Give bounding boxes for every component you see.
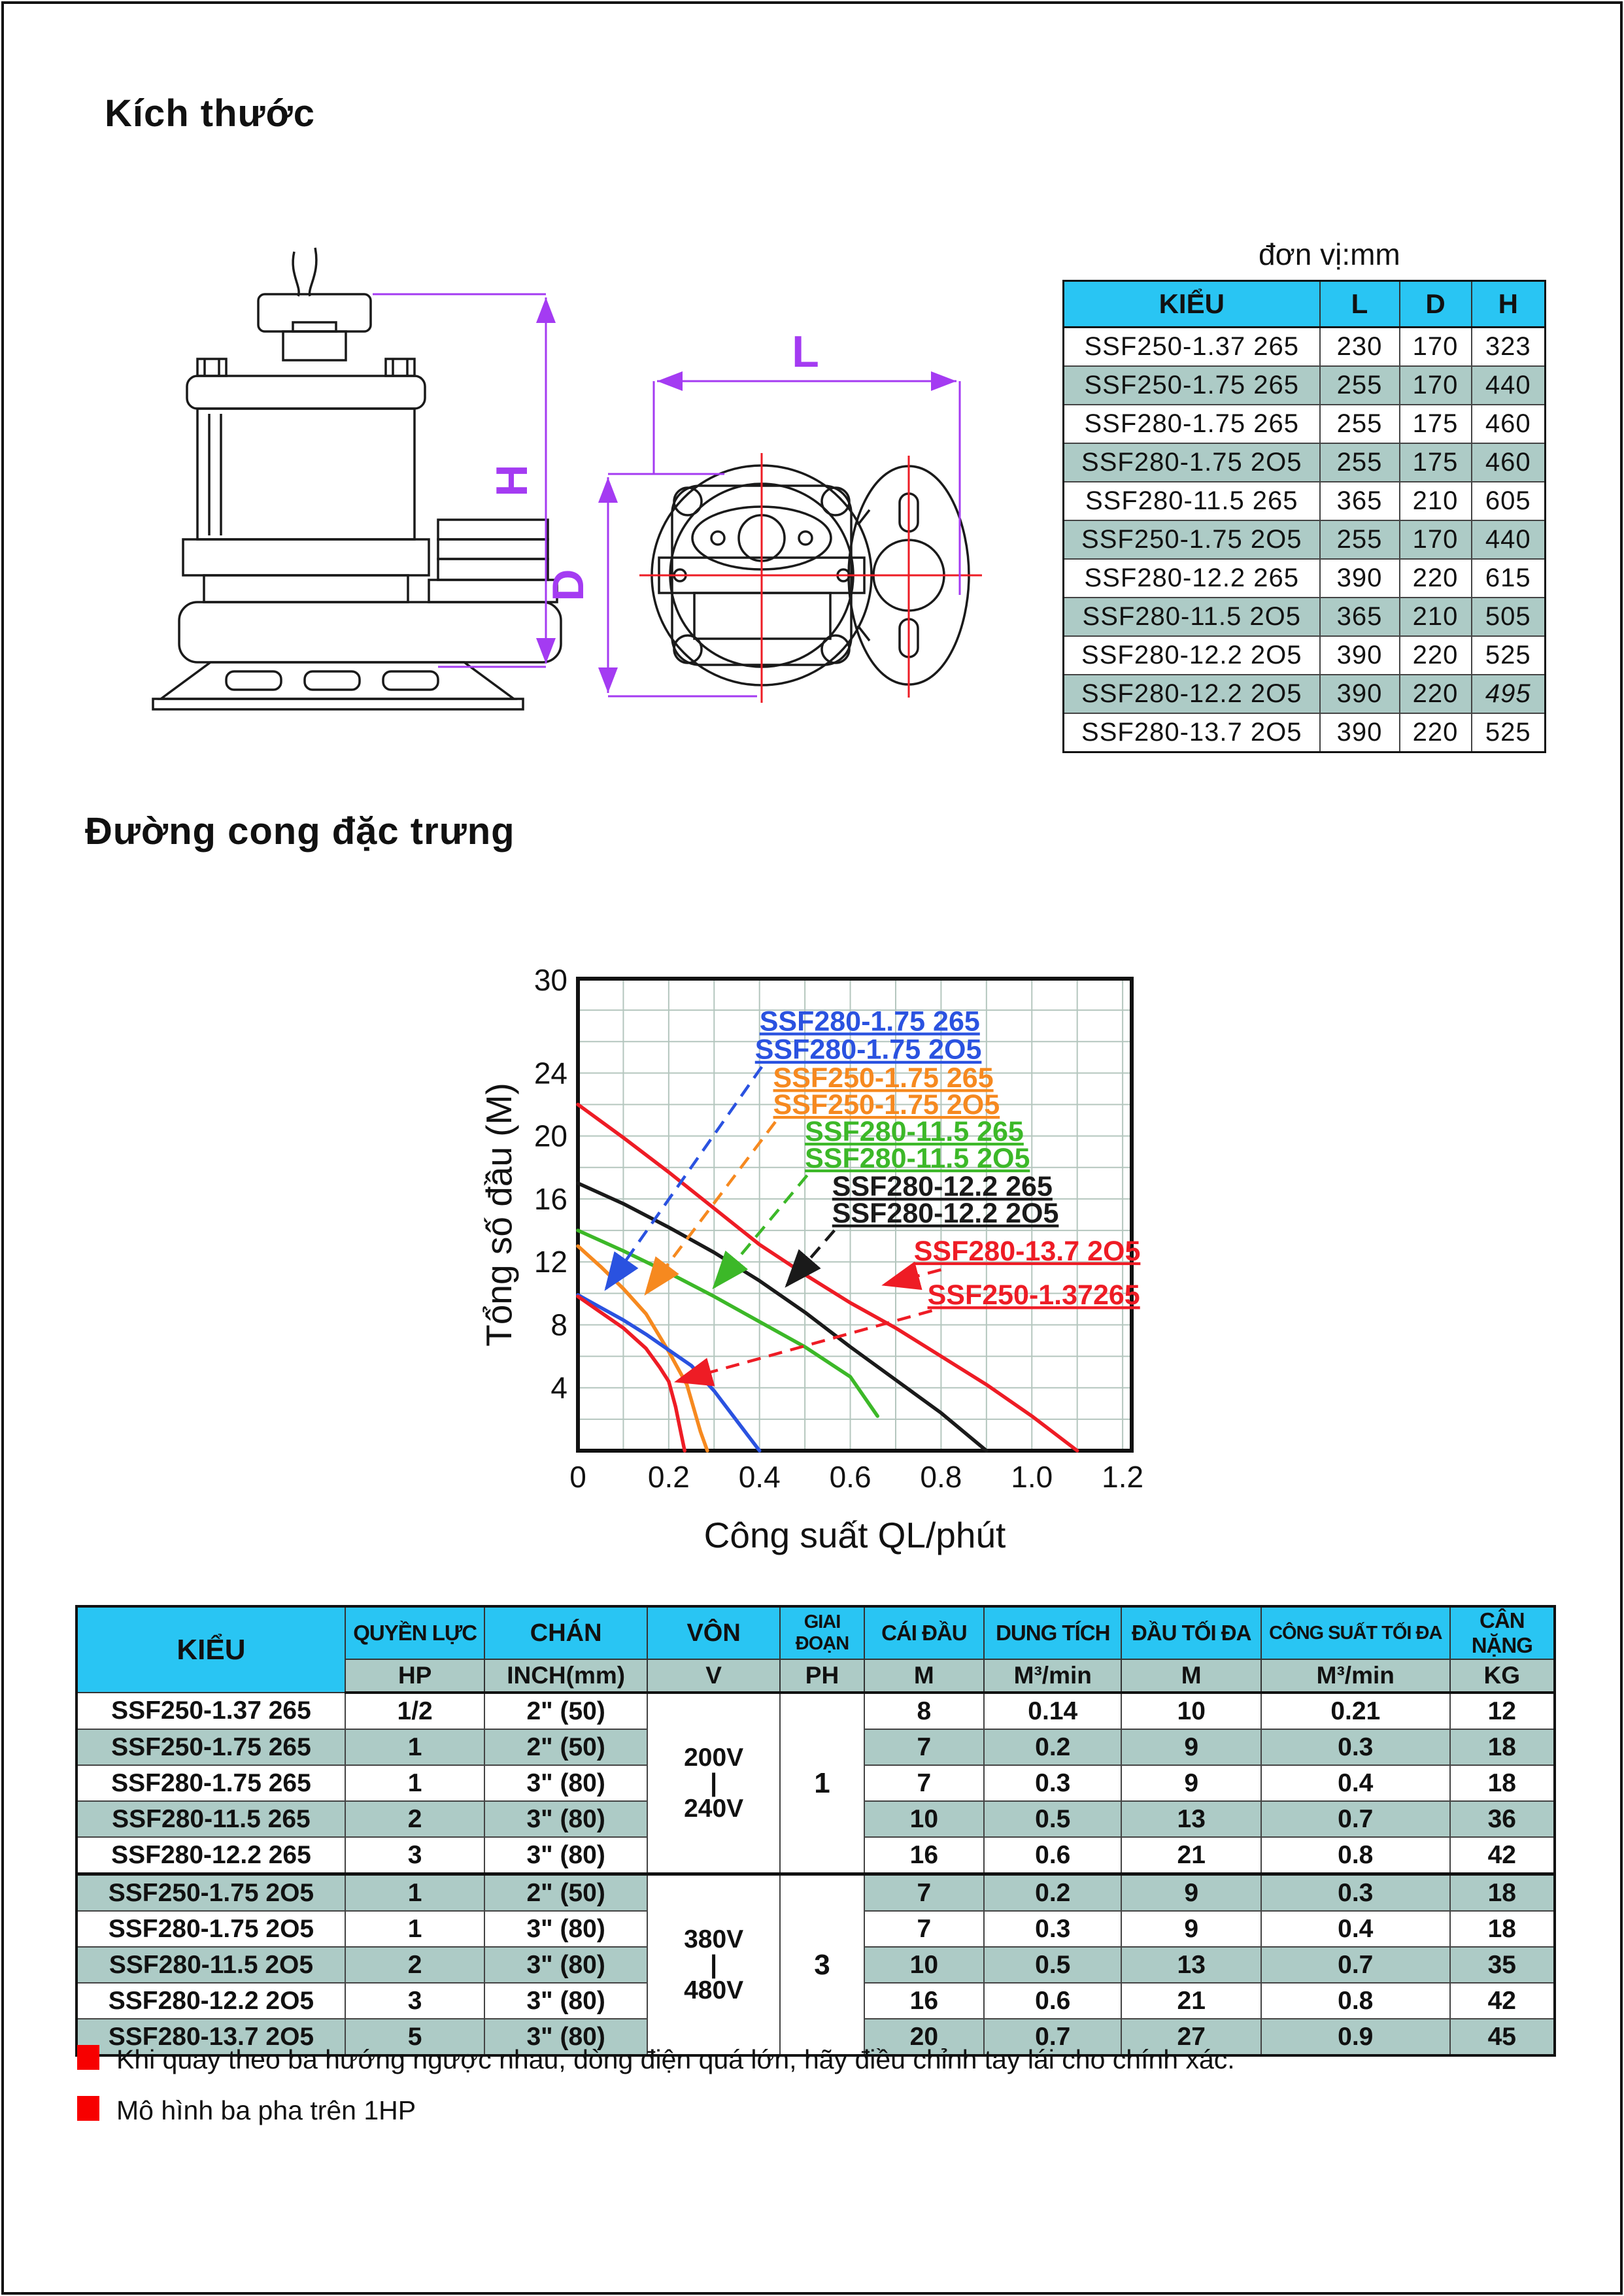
legend-leader	[714, 1175, 807, 1287]
col-header-h: H	[1472, 281, 1546, 328]
max-head-cell: 10	[1121, 1693, 1260, 1729]
x-axis-label: Công suất QL/phút	[703, 1515, 1006, 1555]
hp-cell: 3	[345, 1837, 484, 1874]
model-cell: SSF280-1.75 265	[1064, 405, 1320, 443]
model-cell: SSF250-1.75 265	[1064, 366, 1320, 405]
table-row	[76, 1693, 1555, 1729]
model-cell: SSF280-13.7 2O5	[76, 2019, 345, 2055]
dimension-drawing	[98, 245, 987, 742]
note-bullet-icon	[77, 2096, 99, 2121]
outlet-cell: 3" (80)	[484, 2019, 647, 2055]
head-cell: 7	[864, 1729, 984, 1765]
value-cell: 210	[1400, 598, 1472, 636]
value-cell: 170	[1400, 366, 1472, 405]
value-cell: 365	[1320, 482, 1400, 520]
unit-m1: M	[864, 1659, 984, 1693]
col-header-max-head: ĐẦU TỐI ĐA	[1121, 1606, 1260, 1659]
hp-cell: 1	[345, 1874, 484, 1912]
max-head-cell: 21	[1121, 1983, 1260, 2019]
model-cell: SSF250-1.37 265	[76, 1693, 345, 1729]
value-cell: 175	[1400, 405, 1472, 443]
model-cell: SSF280-1.75 2O5	[1064, 443, 1320, 482]
head-cell: 7	[864, 1874, 984, 1912]
capacity-cell: 0.6	[984, 1837, 1121, 1874]
dimension-lines	[373, 294, 960, 696]
model-cell: SSF280-11.5 265	[1064, 482, 1320, 520]
table-row	[1064, 405, 1546, 443]
max-capacity-cell: 0.9	[1261, 2019, 1450, 2055]
section-title-curves: Đường cong đặc trưng	[85, 810, 515, 853]
x-tick-label: 1.0	[1011, 1460, 1053, 1494]
note-2	[77, 2096, 416, 2124]
hp-cell: 3	[345, 1983, 484, 2019]
outlet-cell: 3" (80)	[484, 1837, 647, 1874]
value-cell: 255	[1320, 366, 1400, 405]
value-cell: 255	[1320, 443, 1400, 482]
table-row	[1064, 520, 1546, 559]
value-cell: 170	[1400, 328, 1472, 367]
weight-cell: 18	[1450, 1874, 1555, 1912]
head-cell: 10	[864, 1801, 984, 1837]
dim-label-h: H	[487, 464, 537, 497]
capacity-cell: 0.3	[984, 1911, 1121, 1947]
capacity-cell: 0.14	[984, 1693, 1121, 1729]
col-header-d: D	[1400, 281, 1472, 328]
max-capacity-cell: 0.7	[1261, 1947, 1450, 1983]
col-header-l: L	[1320, 281, 1400, 328]
voltage-cell: 200V | 240V	[647, 1693, 780, 1874]
dim-table-body	[1064, 328, 1546, 752]
curve	[578, 1246, 707, 1451]
model-cell: SSF250-1.75 2O5	[76, 1874, 345, 1912]
max-head-cell: 9	[1121, 1729, 1260, 1765]
value-cell: 605	[1472, 482, 1546, 520]
col-header-model: KIỂU	[76, 1606, 345, 1693]
y-tick-label: 20	[533, 1119, 567, 1153]
max-head-cell: 9	[1121, 1874, 1260, 1912]
unit-ph: PH	[780, 1659, 864, 1693]
y-tick-label: 8	[550, 1308, 567, 1342]
model-cell: SSF280-12.2 265	[76, 1837, 345, 1874]
capacity-cell: 0.3	[984, 1765, 1121, 1801]
weight-cell: 45	[1450, 2019, 1555, 2055]
max-head-cell: 21	[1121, 1837, 1260, 1874]
legend-label: SSF250-1.37265	[927, 1279, 1140, 1311]
col-header-voltage: VÔN	[647, 1606, 780, 1659]
y-tick-label: 16	[533, 1181, 567, 1216]
unit-m3min2: M³/min	[1261, 1659, 1450, 1693]
max-capacity-cell: 0.8	[1261, 1983, 1450, 2019]
head-cell: 7	[864, 1911, 984, 1947]
capacity-cell: 0.6	[984, 1983, 1121, 2019]
unit-m2: M	[1121, 1659, 1260, 1693]
table-row	[1064, 482, 1546, 520]
head-cell: 10	[864, 1947, 984, 1983]
hp-cell: 2	[345, 1801, 484, 1837]
weight-cell: 36	[1450, 1801, 1555, 1837]
max-capacity-cell: 0.21	[1261, 1693, 1450, 1729]
dim-label-d: D	[543, 569, 593, 601]
legend-label: SSF280-13.7 2O5	[913, 1235, 1141, 1267]
hp-cell: 1	[345, 1729, 484, 1765]
y-tick-label: 4	[550, 1370, 567, 1405]
capacity-cell: 0.5	[984, 1801, 1121, 1837]
weight-cell: 18	[1450, 1765, 1555, 1801]
dim-table-header-row	[1064, 281, 1546, 328]
legend-leader	[606, 1067, 762, 1289]
value-cell: 220	[1400, 713, 1472, 752]
head-cell: 16	[864, 1837, 984, 1874]
model-cell: SSF250-1.37 265	[1064, 328, 1320, 367]
capacity-cell: 0.2	[984, 1874, 1121, 1912]
spec-header-row-1	[76, 1606, 1555, 1659]
table-row	[1064, 675, 1546, 713]
capacity-cell: 0.2	[984, 1729, 1121, 1765]
max-capacity-cell: 0.7	[1261, 1801, 1450, 1837]
table-row	[1064, 559, 1546, 598]
value-cell: 440	[1472, 366, 1546, 405]
model-cell: SSF280-12.2 2O5	[1064, 636, 1320, 675]
table-row	[1064, 443, 1546, 482]
head-cell: 8	[864, 1693, 984, 1729]
value-cell: 230	[1320, 328, 1400, 367]
max-head-cell: 27	[1121, 2019, 1260, 2055]
y-axis-label: Tổng số đầu (M)	[479, 1083, 519, 1347]
max-head-cell: 9	[1121, 1911, 1260, 1947]
model-cell: SSF280-13.7 2O5	[1064, 713, 1320, 752]
col-header-power: QUYỀN LỰC	[345, 1606, 484, 1659]
model-cell: SSF280-12.2 2O5	[1064, 675, 1320, 713]
voltage-cell: 380V | 480V	[647, 1874, 780, 2056]
outlet-cell: 3" (80)	[484, 1947, 647, 1983]
unit-v: V	[647, 1659, 780, 1693]
model-cell: SSF250-1.75 265	[76, 1729, 345, 1765]
table-row	[76, 1874, 1555, 1912]
x-tick-label: 0.4	[738, 1460, 781, 1494]
model-cell: SSF280-11.5 2O5	[1064, 598, 1320, 636]
table-row	[1064, 328, 1546, 367]
value-cell: 220	[1400, 559, 1472, 598]
max-capacity-cell: 0.4	[1261, 1765, 1450, 1801]
weight-cell: 18	[1450, 1911, 1555, 1947]
weight-cell: 42	[1450, 1983, 1555, 2019]
unit-hp: HP	[345, 1659, 484, 1693]
weight-cell: 18	[1450, 1729, 1555, 1765]
outlet-cell: 3" (80)	[484, 1765, 647, 1801]
value-cell: 210	[1400, 482, 1472, 520]
max-capacity-cell: 0.4	[1261, 1911, 1450, 1947]
col-header-weight: CÂN NẶNG	[1450, 1606, 1555, 1659]
spec-table	[75, 1605, 1556, 2057]
unit-inch: INCH(mm)	[484, 1659, 647, 1693]
head-cell: 16	[864, 1983, 984, 2019]
value-cell: 365	[1320, 598, 1400, 636]
x-tick-label: 1.2	[1102, 1460, 1144, 1494]
value-cell: 460	[1472, 443, 1546, 482]
x-tick-label: 0.2	[647, 1460, 690, 1494]
col-header-outlet: CHÁN	[484, 1606, 647, 1659]
model-cell: SSF280-12.2 2O5	[76, 1983, 345, 2019]
legend-label: SSF280-1.75 265	[759, 1005, 980, 1038]
value-cell: 495	[1472, 675, 1546, 713]
x-tick-label: 0	[569, 1460, 586, 1494]
table-row	[1064, 366, 1546, 405]
head-cell: 7	[864, 1765, 984, 1801]
model-cell: SSF250-1.75 2O5	[1064, 520, 1320, 559]
max-capacity-cell: 0.3	[1261, 1729, 1450, 1765]
legend-label: SSF280-11.5 265	[805, 1115, 1024, 1147]
spec-table-body	[76, 1693, 1555, 2055]
value-cell: 170	[1400, 520, 1472, 559]
table-row	[1064, 598, 1546, 636]
table-row	[1064, 713, 1546, 752]
legend-label: SSF280-1.75 2O5	[754, 1034, 982, 1066]
max-capacity-cell: 0.3	[1261, 1874, 1450, 1912]
head-cell: 20	[864, 2019, 984, 2055]
note-bullet-icon	[77, 2045, 99, 2070]
phase-cell: 1	[780, 1693, 864, 1874]
model-cell: SSF280-1.75 2O5	[76, 1911, 345, 1947]
value-cell: 220	[1400, 675, 1472, 713]
dim-label-l: L	[792, 327, 819, 377]
hp-cell: 5	[345, 2019, 484, 2055]
performance-chart	[451, 902, 1210, 1562]
outlet-cell: 3" (80)	[484, 1911, 647, 1947]
model-cell: SSF280-11.5 265	[76, 1801, 345, 1837]
col-header-phase: GIAI ĐOẠN	[780, 1606, 864, 1659]
x-tick-label: 0.6	[829, 1460, 871, 1494]
value-cell: 525	[1472, 713, 1546, 752]
outlet-cell: 3" (80)	[484, 1801, 647, 1837]
max-head-cell: 9	[1121, 1765, 1260, 1801]
dimensions-table	[1062, 280, 1546, 753]
value-cell: 390	[1320, 713, 1400, 752]
capacity-cell: 0.5	[984, 1947, 1121, 1983]
legend-label: SSF250-1.75 2O5	[773, 1089, 1000, 1121]
value-cell: 460	[1472, 405, 1546, 443]
y-tick-label: 24	[533, 1056, 567, 1090]
value-cell: 505	[1472, 598, 1546, 636]
hp-cell: 1	[345, 1911, 484, 1947]
weight-cell: 35	[1450, 1947, 1555, 1983]
outlet-cell: 3" (80)	[484, 1983, 647, 2019]
col-header-max-capacity: CÔNG SUẤT TỐI ĐA	[1261, 1606, 1450, 1659]
model-cell: SSF280-12.2 265	[1064, 559, 1320, 598]
unit-label: đơn vị:mm	[1259, 237, 1400, 271]
hp-cell: 1/2	[345, 1693, 484, 1729]
value-cell: 390	[1320, 636, 1400, 675]
value-cell: 255	[1320, 520, 1400, 559]
unit-m3min1: M³/min	[984, 1659, 1121, 1693]
max-head-cell: 13	[1121, 1801, 1260, 1837]
legend-label: SSF280-12.2 2O5	[832, 1198, 1059, 1230]
col-header-capacity: DUNG TÍCH	[984, 1606, 1121, 1659]
capacity-cell: 0.7	[984, 2019, 1121, 2055]
outlet-cell: 2" (50)	[484, 1729, 647, 1765]
value-cell: 220	[1400, 636, 1472, 675]
weight-cell: 42	[1450, 1837, 1555, 1874]
unit-kg: KG	[1450, 1659, 1555, 1693]
legend-label: SSF250-1.75 265	[773, 1062, 994, 1094]
hp-cell: 1	[345, 1765, 484, 1801]
phase-cell: 3	[780, 1874, 864, 2056]
y-tick-label: 30	[533, 963, 567, 997]
legend-label: SSF280-12.2 265	[832, 1171, 1053, 1203]
legend-label: SSF280-11.5 2O5	[805, 1142, 1030, 1174]
max-head-cell: 13	[1121, 1947, 1260, 1983]
note-text: Mô hình ba pha trên 1HP	[116, 2095, 416, 2125]
x-tick-label: 0.8	[920, 1460, 962, 1494]
col-header-head: CÁI ĐẦU	[864, 1606, 984, 1659]
model-cell: SSF280-11.5 2O5	[76, 1947, 345, 1983]
note-text: Khi quay theo ba hướng ngược nhau, dòng điện quá lớn, hãy điều chỉnh tay lái cho chính xác.	[116, 2044, 1235, 2074]
max-capacity-cell: 0.8	[1261, 1837, 1450, 1874]
value-cell: 615	[1472, 559, 1546, 598]
y-tick-label: 12	[533, 1245, 567, 1279]
hp-cell: 2	[345, 1947, 484, 1983]
note-1	[77, 2045, 1235, 2073]
section-title-dimensions: Kích thước	[105, 92, 316, 135]
outlet-cell: 2" (50)	[484, 1693, 647, 1729]
weight-cell: 12	[1450, 1693, 1555, 1729]
value-cell: 390	[1320, 675, 1400, 713]
value-cell: 323	[1472, 328, 1546, 367]
model-cell: SSF280-1.75 265	[76, 1765, 345, 1801]
value-cell: 175	[1400, 443, 1472, 482]
outlet-cell: 2" (50)	[484, 1874, 647, 1912]
value-cell: 255	[1320, 405, 1400, 443]
value-cell: 390	[1320, 559, 1400, 598]
value-cell: 525	[1472, 636, 1546, 675]
col-header-kieu: KIỂU	[1064, 281, 1320, 328]
table-row	[1064, 636, 1546, 675]
value-cell: 440	[1472, 520, 1546, 559]
